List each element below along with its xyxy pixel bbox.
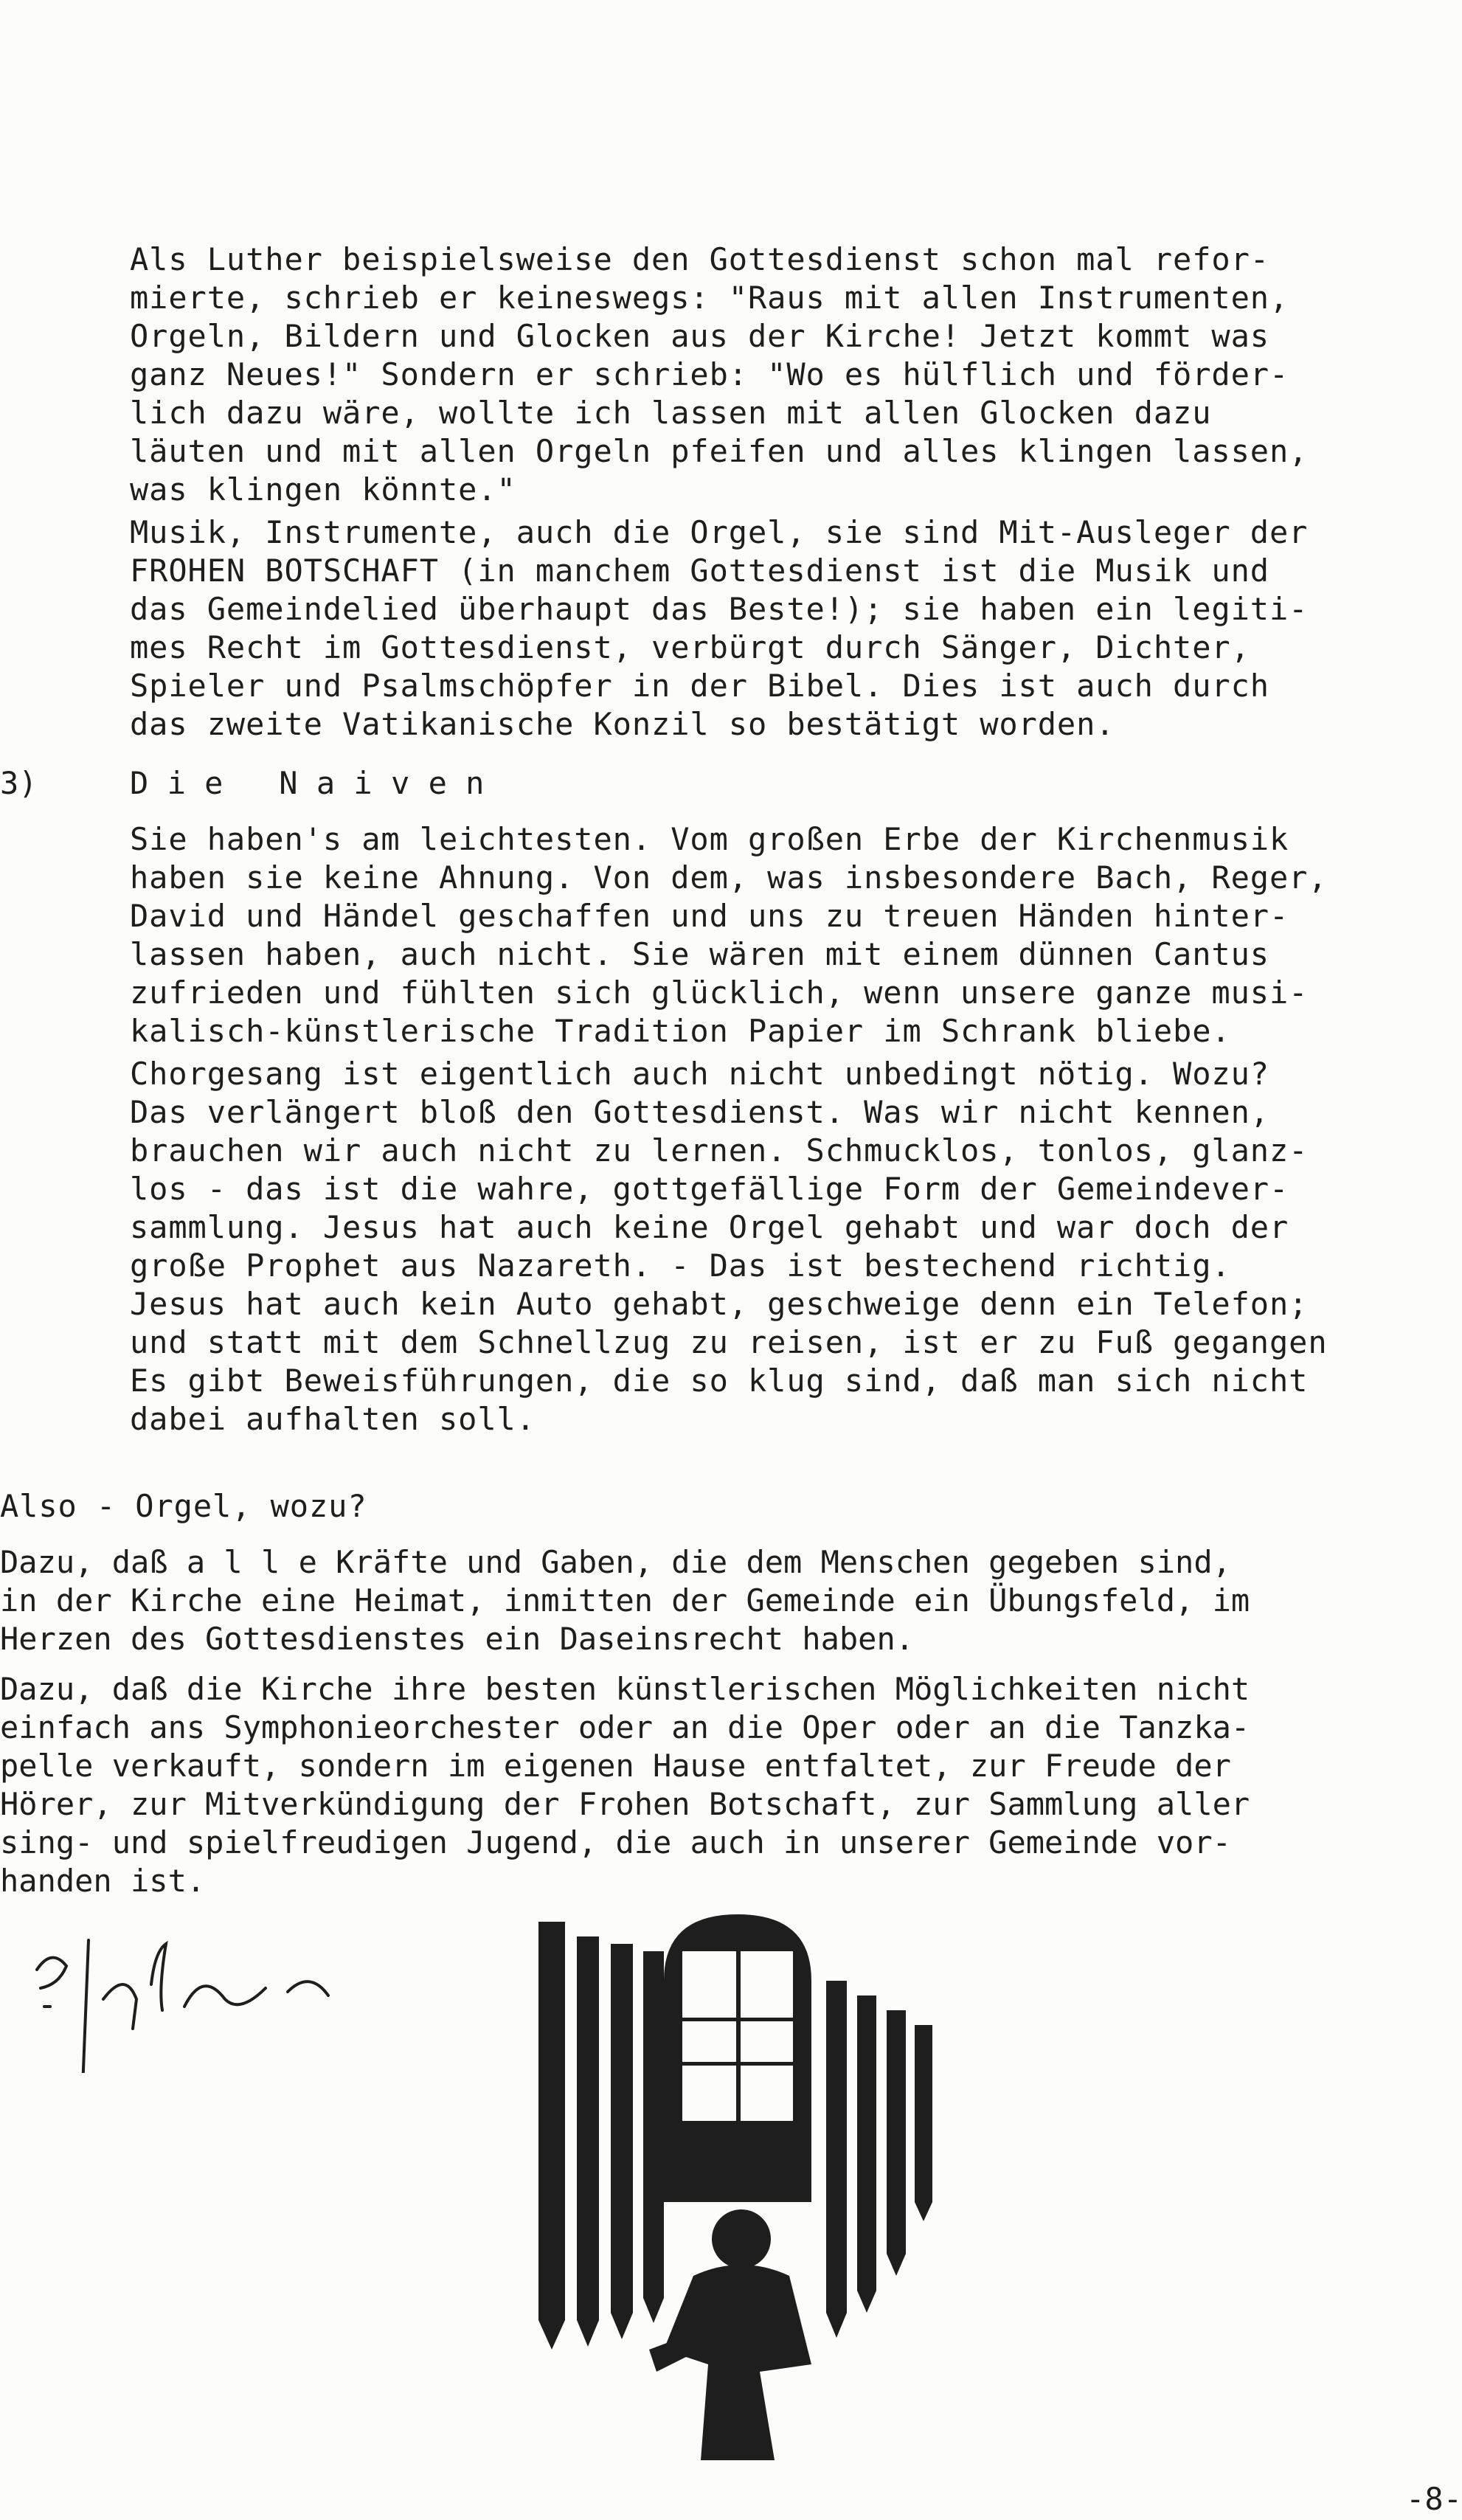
text-line: das Gemeindelied überhaupt das Beste!); sie haben ein legiti-	[130, 591, 1309, 627]
text-line: FROHEN BOTSCHAFT (in manchem Gottesdienst ist die Musik und	[130, 553, 1269, 589]
text-line: Das verlängert bloß den Gottesdienst. Was wir nicht kennen,	[130, 1094, 1269, 1130]
text-line: handen ist.	[0, 1863, 206, 1899]
text-line: haben sie keine Ahnung. Von dem, was insbesondere Bach, Reger,	[130, 859, 1328, 896]
text-line: in der Kirche eine Heimat, inmitten der Gemeinde ein Übungsfeld, im	[0, 1582, 1250, 1619]
section3-paragraph-1	[130, 820, 1328, 1050]
text-line: Als Luther beispielsweise den Gottesdienst schon mal refor-	[130, 241, 1269, 277]
text-line: Also - Orgel, wozu?	[0, 1488, 367, 1524]
text-line: mes Recht im Gottesdienst, verbürgt durch Sänger, Dichter,	[130, 629, 1250, 665]
text-line: Herzen des Gottesdienstes ein Daseinsrecht haben.	[0, 1621, 915, 1657]
conclusion-paragraph-2	[0, 1670, 1250, 1900]
text-line: läuten und mit allen Orgeln pfeifen und alles klingen lassen,	[130, 433, 1309, 469]
text-line: brauchen wir auch nicht zu lernen. Schmucklos, tonlos, glanz-	[130, 1132, 1309, 1169]
text-line: und statt mit dem Schnellzug zu reisen, ist er zu Fuß gegangen	[130, 1324, 1328, 1360]
handwritten-signature	[22, 1911, 465, 2073]
text-line: pelle verkauft, sondern im eigenen Hause entfaltet, zur Freude der	[0, 1748, 1231, 1784]
text-line: mierte, schrieb er keineswegs: "Raus mit allen Instrumenten,	[130, 280, 1289, 316]
organ-player-illustration	[516, 1907, 944, 2468]
text-line: einfach ans Symphonieorchester oder an die Oper oder an die Tanzka-	[0, 1709, 1250, 1745]
section-heading: D i e N a i v e n	[130, 765, 485, 801]
text-line: los - das ist die wahre, gottgefällige Form der Gemeindever-	[130, 1171, 1289, 1207]
text-line: Jesus hat auch kein Auto gehabt, geschweige denn ein Telefon;	[130, 1286, 1309, 1322]
page-number: -8-	[1406, 2481, 1462, 2517]
text-line: Musik, Instrumente, auch die Orgel, sie sind Mit-Ausleger der	[130, 514, 1309, 550]
text-line: das zweite Vatikanische Konzil so bestätigt worden.	[130, 706, 1115, 742]
section-number: 3)	[0, 765, 38, 801]
intro-paragraph-2	[130, 513, 1308, 744]
text-line: kalisch-künstlerische Tradition Papier im Schrank bliebe.	[130, 1013, 1231, 1049]
text-line: dabei aufhalten soll.	[130, 1401, 536, 1437]
conclusion-paragraph-1	[0, 1543, 1250, 1658]
text-line: sammlung. Jesus hat auch keine Orgel gehabt und war doch der	[130, 1209, 1289, 1245]
text-line: Hörer, zur Mitverkündigung der Frohen Botschaft, zur Sammlung aller	[0, 1786, 1250, 1822]
text-line: große Prophet aus Nazareth. - Das ist bestechend richtig.	[130, 1247, 1231, 1284]
text-line: Dazu, daß a l l e Kräfte und Gaben, die dem Menschen gegeben sind,	[0, 1544, 1231, 1580]
text-line: Orgeln, Bildern und Glocken aus der Kirche! Jetzt kommt was	[130, 318, 1269, 354]
text-line: zufrieden und fühlten sich glücklich, wenn unsere ganze musi-	[130, 975, 1309, 1011]
text-line: sing- und spielfreudigen Jugend, die auch in unserer Gemeinde vor-	[0, 1824, 1231, 1860]
text-line: Chorgesang ist eigentlich auch nicht unbedingt nötig. Wozu?	[130, 1056, 1269, 1092]
text-line: Spieler und Psalmschöpfer in der Bibel. Dies ist auch durch	[130, 668, 1269, 704]
section3-paragraph-2	[130, 1055, 1328, 1439]
text-line: David und Händel geschaffen und uns zu treuen Händen hinter-	[130, 898, 1289, 934]
text-line: Dazu, daß die Kirche ihre besten künstlerischen Möglichkeiten nicht	[0, 1671, 1250, 1707]
text-line: lassen haben, auch nicht. Sie wären mit einem dünnen Cantus	[130, 936, 1269, 972]
text-line: Sie haben's am leichtesten. Vom großen Erbe der Kirchenmusik	[130, 821, 1289, 857]
text-line: lich dazu wäre, wollte ich lassen mit allen Glocken dazu	[130, 395, 1212, 431]
intro-paragraph-1	[130, 240, 1308, 509]
conclusion-question	[0, 1487, 367, 1526]
text-line: Es gibt Beweisführungen, die so klug sind, daß man sich nicht	[130, 1363, 1309, 1399]
text-line: was klingen könnte."	[130, 471, 516, 508]
text-line: ganz Neues!" Sondern er schrieb: "Wo es hülflich und förder-	[130, 356, 1289, 392]
